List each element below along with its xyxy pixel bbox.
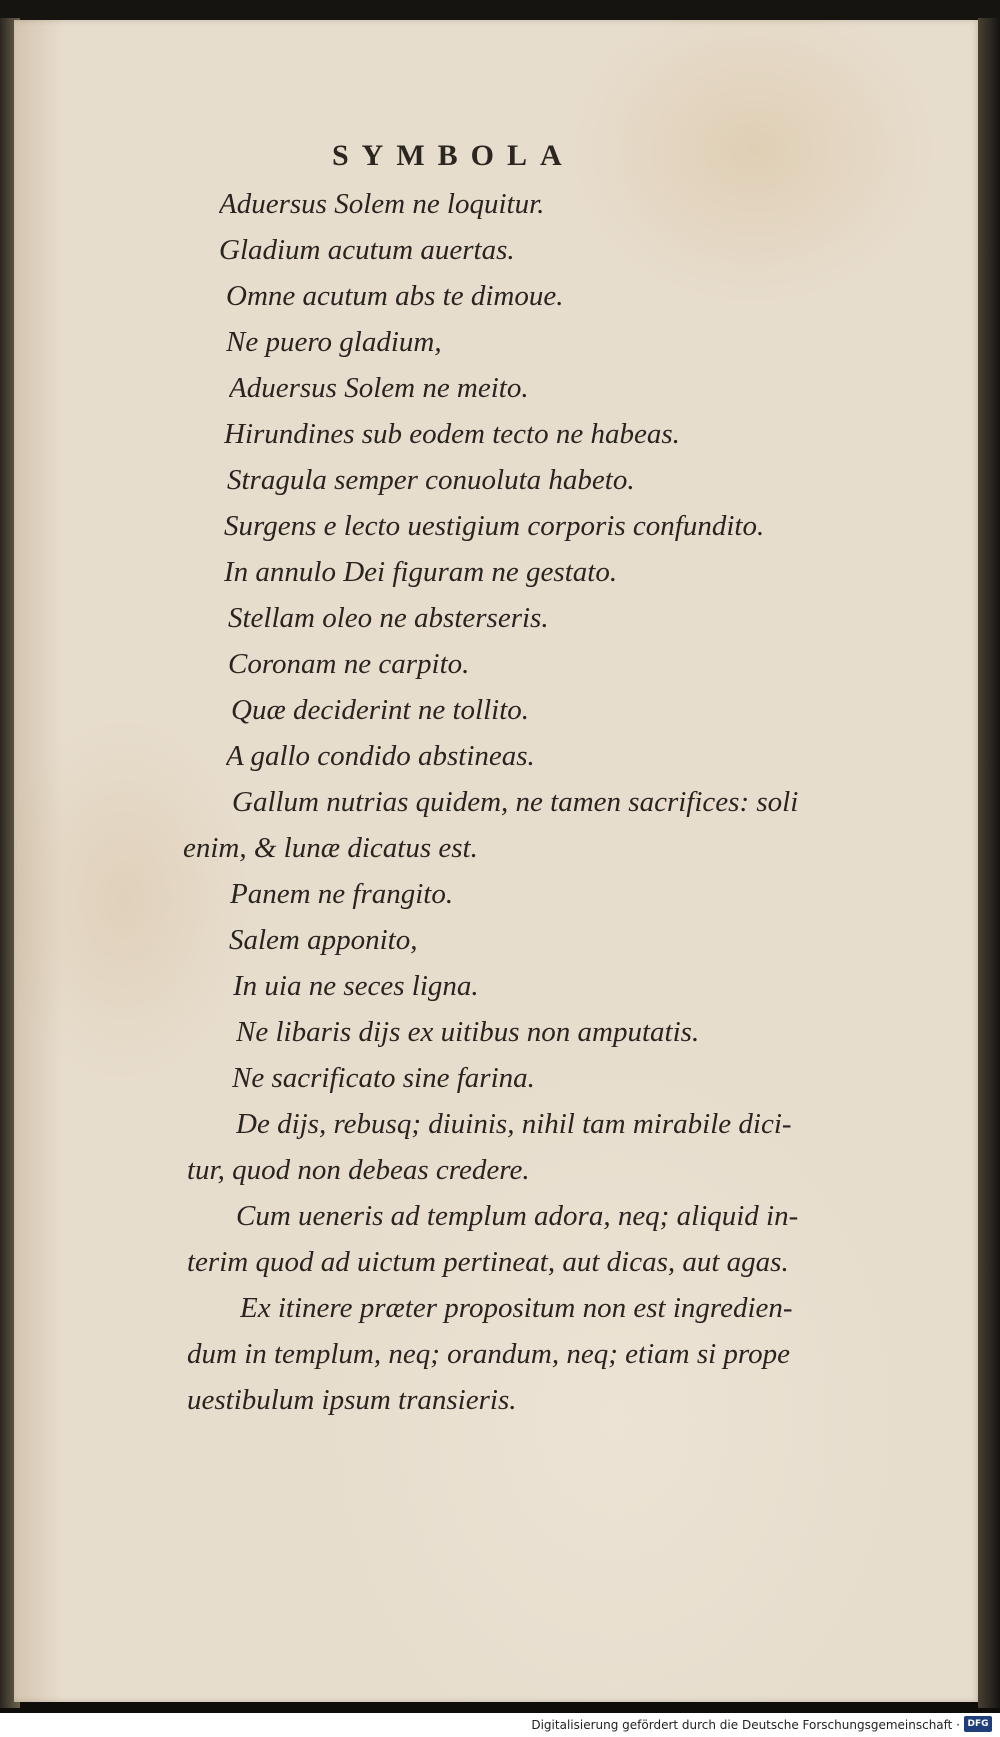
funding-credit: Digitalisierung gefördert durch die Deutsche Forschungsgemeinschaft · bbox=[531, 1718, 960, 1732]
text-line: Cum ueneris ad templum adora, neq; aliquid in- bbox=[236, 1200, 799, 1232]
text-line: Gallum nutrias quidem, ne tamen sacrifices: soli bbox=[232, 786, 799, 818]
text-line: Quæ deciderint ne tollito. bbox=[231, 694, 530, 726]
text-line: Ne sacrificato sine farina. bbox=[232, 1062, 535, 1094]
dfg-logo-icon: DFG bbox=[964, 1716, 992, 1732]
text-line: Stellam oleo ne absterseris. bbox=[228, 602, 549, 634]
text-line: In annulo Dei figuram ne gestato. bbox=[224, 556, 618, 588]
text-line: Panem ne frangito. bbox=[230, 878, 454, 910]
text-line: Aduersus Solem ne meito. bbox=[229, 372, 529, 404]
text-line: Ne puero gladium, bbox=[226, 326, 442, 358]
running-head: SYMBOLA bbox=[332, 139, 575, 172]
text-line: terim quod ad uictum pertineat, aut dicas, aut agas. bbox=[187, 1246, 789, 1278]
text-line: Surgens e lecto uestigium corporis confundito. bbox=[224, 510, 765, 542]
text-line: In uia ne seces ligna. bbox=[233, 970, 479, 1002]
text-line: tur, quod non debeas credere. bbox=[187, 1154, 530, 1186]
text-line: Stragula semper conuoluta habeto. bbox=[227, 464, 635, 496]
text-line: Salem apponito, bbox=[229, 924, 418, 956]
text-line: Omne acutum abs te dimoue. bbox=[226, 280, 564, 312]
text-line: Ne libaris dijs ex uitibus non amputatis. bbox=[236, 1016, 700, 1048]
text-line: Coronam ne carpito. bbox=[228, 648, 470, 680]
text-line: De dijs, rebusq; diuinis, nihil tam mirabile dici- bbox=[236, 1108, 792, 1140]
text-line: enim, & lunæ dicatus est. bbox=[183, 832, 478, 864]
text-line: dum in templum, neq; orandum, neq; etiam si prope bbox=[187, 1338, 791, 1370]
text-line: A gallo condido abstineas. bbox=[226, 740, 535, 772]
text-line: Hirundines sub eodem tecto ne habeas. bbox=[224, 418, 680, 450]
text-line: Ex itinere præter propositum non est ingredien- bbox=[240, 1292, 793, 1324]
text-line: Gladium acutum auertas. bbox=[219, 234, 515, 266]
text-line: Aduersus Solem ne loquitur. bbox=[219, 188, 545, 220]
text-line: uestibulum ipsum transieris. bbox=[187, 1384, 517, 1416]
